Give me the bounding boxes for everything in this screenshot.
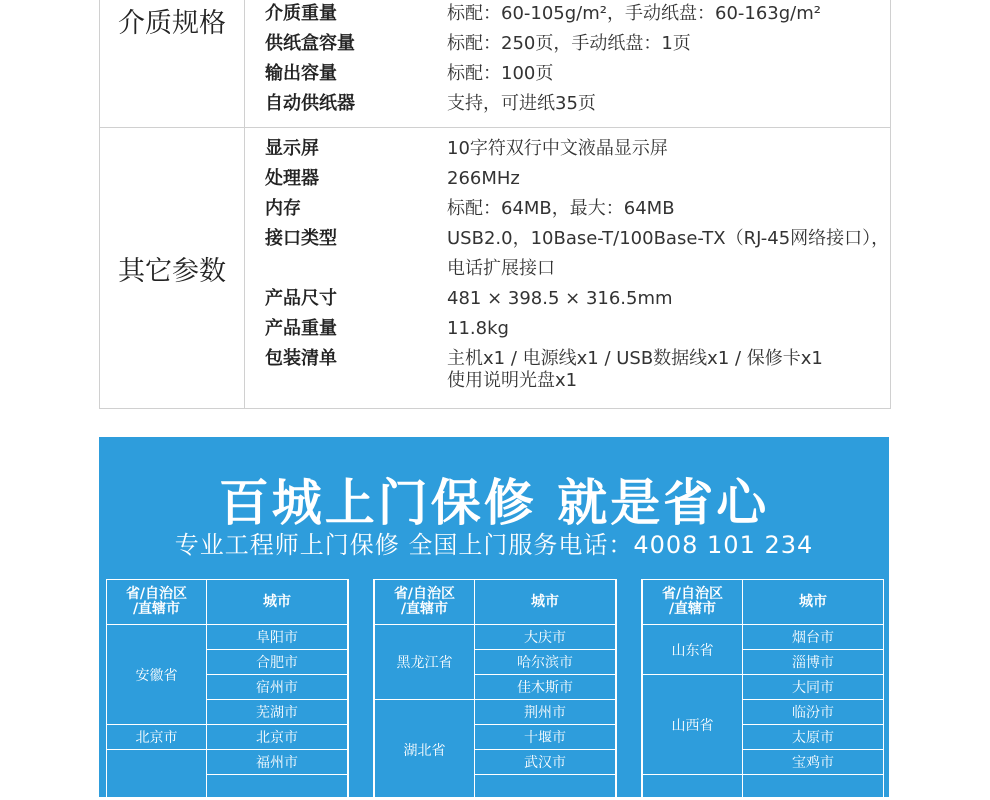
city-cell: 佳木斯市 [475, 675, 616, 700]
city-cell: 宝鸡市 [743, 750, 884, 775]
spec-row: 显示屏 10字符双行中文液晶显示屏 [265, 138, 668, 159]
header-province: 省/自治区 /直辖市 [643, 580, 743, 625]
city-cell [743, 775, 884, 800]
service-table-col3 [642, 579, 884, 800]
spec-row: 接口类型 USB2.0，10Base-T/100Base-TX（RJ-45网络接口）， 电话扩展接口 [265, 228, 890, 279]
city-cell: 荆州市 [475, 700, 616, 725]
city-cell: 烟台市 [743, 625, 884, 650]
city-cell: 北京市 [207, 725, 348, 750]
spec-block-other [100, 128, 890, 408]
spec-row: 介质重量 标配：60-105g/m²，手动纸盘：60-163g/m² [265, 3, 821, 24]
service-table-col1 [106, 579, 348, 800]
spec-table [99, 0, 891, 409]
spec-row: 自动供纸器 支持，可进纸35页 [265, 93, 596, 114]
banner-subtitle: 专业工程师上门保修 全国上门服务电话：4008 101 234 [174, 531, 814, 559]
spec-row: 包装清单 主机x1 / 电源线x1 / USB数据线x1 / 保修卡x1 使用说明光盘x1 [265, 348, 823, 391]
city-cell: 哈尔滨市 [475, 650, 616, 675]
city-cell: 十堰市 [475, 725, 616, 750]
province-cell [643, 775, 743, 800]
service-city-grid [106, 579, 884, 800]
spec-rows-media [245, 0, 890, 127]
spec-rows-other [245, 128, 890, 408]
service-table-col2 [374, 579, 616, 800]
spec-row: 输出容量 标配：100页 [265, 63, 554, 84]
header-city: 城市 [475, 580, 616, 625]
city-cell [207, 775, 348, 800]
header-city: 城市 [207, 580, 348, 625]
city-cell: 武汉市 [475, 750, 616, 775]
province-cell: 黑龙江省 [375, 625, 475, 700]
table-spacer [616, 579, 642, 800]
province-cell: 山西省 [643, 675, 743, 775]
banner-title: 百城上门保修 就是省心 [218, 474, 770, 532]
city-cell: 芜湖市 [207, 700, 348, 725]
city-cell: 福州市 [207, 750, 348, 775]
city-cell: 合肥市 [207, 650, 348, 675]
province-cell: 山东省 [643, 625, 743, 675]
city-cell: 大庆市 [475, 625, 616, 650]
city-cell: 临汾市 [743, 700, 884, 725]
city-cell [475, 775, 616, 800]
spec-row: 处理器 266MHz [265, 168, 520, 189]
header-city: 城市 [743, 580, 884, 625]
province-cell: 湖北省 [375, 700, 475, 800]
header-province: 省/自治区 /直辖市 [375, 580, 475, 625]
city-cell: 淄博市 [743, 650, 884, 675]
spec-block-media [100, 0, 890, 128]
spec-category-other: 其它参数 [100, 128, 245, 408]
table-spacer [348, 579, 374, 800]
service-banner [99, 437, 889, 797]
city-cell: 宿州市 [207, 675, 348, 700]
spec-category-media: 介质规格 [100, 0, 245, 127]
city-cell: 阜阳市 [207, 625, 348, 650]
province-cell: 北京市 [107, 725, 207, 750]
header-province: 省/自治区 /直辖市 [107, 580, 207, 625]
province-cell [107, 750, 207, 800]
spec-row: 产品尺寸 481 × 398.5 × 316.5mm [265, 288, 673, 309]
city-cell: 大同市 [743, 675, 884, 700]
spec-row: 产品重量 11.8kg [265, 318, 509, 339]
province-cell: 安徽省 [107, 625, 207, 725]
city-cell: 太原市 [743, 725, 884, 750]
spec-row: 供纸盒容量 标配：250页，手动纸盘：1页 [265, 33, 691, 54]
spec-row: 内存 标配：64MB，最大：64MB [265, 198, 675, 219]
